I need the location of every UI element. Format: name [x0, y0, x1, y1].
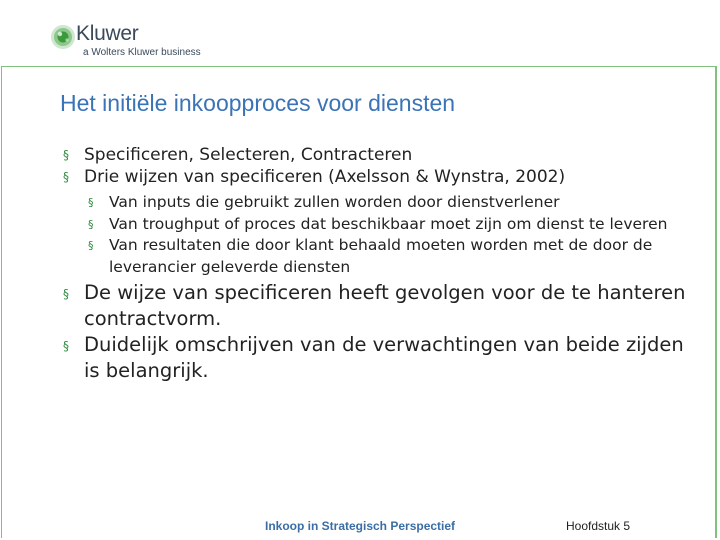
bullet-text: Drie wijzen van specificeren (Axelsson & Wynstra, 2002)	[84, 167, 566, 187]
footer-book-title: Inkoop in Strategisch Perspectief	[265, 519, 456, 533]
bullet-marker-icon: §	[63, 287, 69, 301]
sub-bullet-marker-icon: §	[88, 196, 94, 209]
sub-bullet-text: Van resultaten die door klant behaald moeten worden met de door de leverancier geleverde diensten	[109, 236, 653, 276]
header	[0, 0, 720, 66]
sub-bullet-item	[60, 235, 690, 278]
bullet-marker-icon: §	[63, 148, 69, 162]
slide-title: Het initiële inkoopproces voor diensten	[60, 90, 456, 116]
kluwer-globe-logo-icon	[50, 24, 76, 50]
bullet-item	[60, 166, 690, 188]
bullet-marker-icon: §	[63, 170, 69, 184]
bullet-item	[60, 280, 690, 332]
bullet-item	[60, 144, 690, 166]
bullet-marker-icon: §	[63, 339, 69, 353]
footer-chapter: Hoofdstuk 5	[566, 519, 631, 533]
sub-bullet-text: Van troughput of proces dat beschikbaar moet zijn om dienst te leveren	[109, 214, 668, 233]
bullet-text: Specificeren, Selecteren, Contracteren	[84, 145, 413, 165]
sub-bullet-item	[60, 214, 690, 236]
bullet-text: De wijze van specificeren heeft gevolgen voor de te hanteren contractvorm.	[84, 281, 686, 330]
brand-name: Kluwer	[76, 22, 139, 45]
sub-bullet-marker-icon: §	[88, 217, 94, 231]
sub-bullet-marker-icon: §	[88, 239, 94, 252]
sub-bullet-text: Van inputs die gebruikt zullen worden door dienstverlener	[109, 193, 560, 211]
bullet-text: Duidelijk omschrijven van de verwachtingen van beide zijden is belangrijk.	[84, 333, 684, 382]
sub-bullet-item	[60, 192, 690, 214]
slide-body	[60, 144, 690, 384]
brand-tagline: a Wolters Kluwer business	[83, 47, 201, 58]
bullet-item	[60, 332, 690, 384]
